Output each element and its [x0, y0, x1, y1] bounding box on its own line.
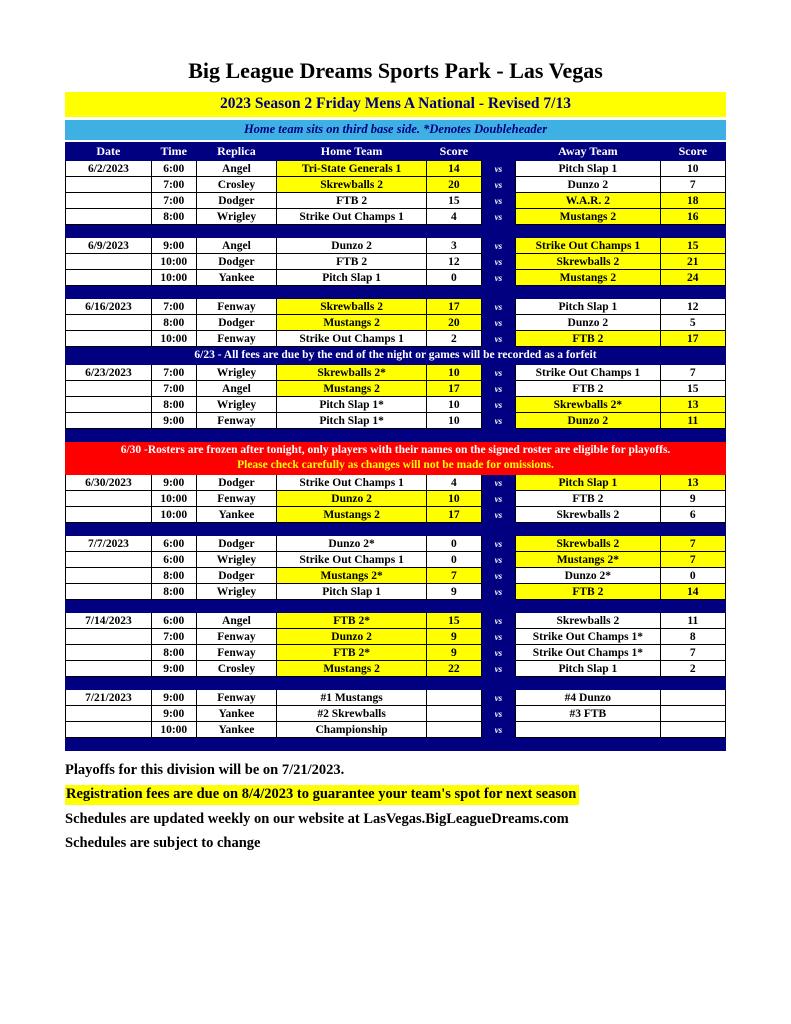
- away-team: FTB 2: [516, 491, 661, 507]
- game-date: 6/9/2023: [66, 238, 152, 254]
- separator-row: [66, 225, 726, 238]
- game-row: [66, 645, 726, 661]
- away-team: Skrewballs 2: [516, 613, 661, 629]
- game-time: 8:00: [151, 315, 196, 331]
- game-row: [66, 629, 726, 645]
- home-score: 15: [427, 613, 482, 629]
- game-date: [66, 507, 152, 523]
- game-replica: Wrigley: [196, 552, 277, 568]
- column-header: Score: [427, 143, 482, 161]
- separator-row: [66, 677, 726, 690]
- away-score: 7: [660, 552, 725, 568]
- away-score: 18: [660, 193, 725, 209]
- home-team: Mustangs 2: [277, 381, 427, 397]
- game-replica: Fenway: [196, 413, 277, 429]
- away-team: FTB 2: [516, 584, 661, 600]
- home-team: Championship: [277, 722, 427, 738]
- game-replica: Fenway: [196, 690, 277, 706]
- separator-bar: [66, 738, 726, 751]
- game-replica: Dodger: [196, 193, 277, 209]
- away-team: Pitch Slap 1: [516, 661, 661, 677]
- game-row: [66, 690, 726, 706]
- game-date: [66, 209, 152, 225]
- vs-label: vs: [481, 193, 515, 209]
- game-date: [66, 568, 152, 584]
- away-team: Skrewballs 2: [516, 507, 661, 523]
- home-team: Mustangs 2: [277, 507, 427, 523]
- game-time: 7:00: [151, 299, 196, 315]
- game-replica: Wrigley: [196, 584, 277, 600]
- home-team: Dunzo 2: [277, 491, 427, 507]
- game-date: 6/16/2023: [66, 299, 152, 315]
- separator-row: [66, 286, 726, 299]
- column-header: Away Team: [516, 143, 661, 161]
- home-team: Skrewballs 2*: [277, 365, 427, 381]
- away-score: 16: [660, 209, 725, 225]
- home-score: [427, 690, 482, 706]
- home-score: 17: [427, 507, 482, 523]
- notice-row: [66, 442, 726, 475]
- game-time: 9:00: [151, 413, 196, 429]
- separator-bar: [66, 225, 726, 238]
- game-row: [66, 584, 726, 600]
- home-team: #1 Mustangs: [277, 690, 427, 706]
- away-team: Mustangs 2*: [516, 552, 661, 568]
- vs-label: vs: [481, 413, 515, 429]
- vs-label: vs: [481, 315, 515, 331]
- game-date: [66, 552, 152, 568]
- column-header: Home Team: [277, 143, 427, 161]
- game-time: 10:00: [151, 507, 196, 523]
- home-team: Mustangs 2: [277, 315, 427, 331]
- game-row: [66, 238, 726, 254]
- game-time: 6:00: [151, 613, 196, 629]
- away-score: 24: [660, 270, 725, 286]
- game-date: [66, 413, 152, 429]
- away-team: Skrewballs 2*: [516, 397, 661, 413]
- home-score: 20: [427, 177, 482, 193]
- separator-row: [66, 738, 726, 751]
- vs-label: vs: [481, 209, 515, 225]
- game-time: 9:00: [151, 690, 196, 706]
- game-time: 8:00: [151, 568, 196, 584]
- game-date: [66, 706, 152, 722]
- vs-label: vs: [481, 568, 515, 584]
- home-score: 2: [427, 331, 482, 347]
- game-row: [66, 365, 726, 381]
- away-score: 6: [660, 507, 725, 523]
- game-replica: Angel: [196, 238, 277, 254]
- game-date: 7/21/2023: [66, 690, 152, 706]
- game-row: [66, 315, 726, 331]
- game-row: [66, 507, 726, 523]
- game-time: 6:00: [151, 552, 196, 568]
- away-score: 14: [660, 584, 725, 600]
- game-replica: Fenway: [196, 331, 277, 347]
- away-team: Mustangs 2: [516, 209, 661, 225]
- game-replica: Wrigley: [196, 397, 277, 413]
- schedule-table-body: [66, 161, 726, 751]
- away-score: 9: [660, 491, 725, 507]
- game-row: [66, 299, 726, 315]
- footer-subject-to-change-note: Schedules are subject to change: [65, 835, 261, 851]
- home-team: Mustangs 2*: [277, 568, 427, 584]
- game-row: [66, 177, 726, 193]
- away-team: Dunzo 2: [516, 177, 661, 193]
- separator-bar: [66, 429, 726, 442]
- home-team: FTB 2: [277, 193, 427, 209]
- away-team: FTB 2: [516, 331, 661, 347]
- away-score: [660, 722, 725, 738]
- game-date: [66, 331, 152, 347]
- away-team: #4 Dunzo: [516, 690, 661, 706]
- notice-line: 6/23 - All fees are due by the end of the night or games will be recorded as a forfeit: [194, 349, 597, 361]
- away-score: 5: [660, 315, 725, 331]
- game-date: [66, 491, 152, 507]
- game-time: 7:00: [151, 177, 196, 193]
- game-row: [66, 331, 726, 347]
- game-row: [66, 209, 726, 225]
- header-row: [66, 143, 726, 161]
- home-score: 15: [427, 193, 482, 209]
- vs-label: vs: [481, 475, 515, 491]
- home-team: Pitch Slap 1*: [277, 413, 427, 429]
- away-team: Skrewballs 2: [516, 536, 661, 552]
- vs-label: vs: [481, 507, 515, 523]
- vs-label: vs: [481, 365, 515, 381]
- home-score: 12: [427, 254, 482, 270]
- home-team: #2 Skrewballs: [277, 706, 427, 722]
- game-time: 8:00: [151, 397, 196, 413]
- game-date: [66, 315, 152, 331]
- game-replica: Yankee: [196, 507, 277, 523]
- home-team: FTB 2: [277, 254, 427, 270]
- notice-cell: [66, 442, 726, 475]
- away-score: 21: [660, 254, 725, 270]
- game-time: 10:00: [151, 722, 196, 738]
- vs-label: vs: [481, 177, 515, 193]
- away-score: 7: [660, 365, 725, 381]
- vs-label: vs: [481, 536, 515, 552]
- game-replica: Dodger: [196, 254, 277, 270]
- game-time: 7:00: [151, 365, 196, 381]
- game-row: [66, 661, 726, 677]
- away-team: Strike Out Champs 1*: [516, 629, 661, 645]
- home-score: 22: [427, 661, 482, 677]
- game-row: [66, 706, 726, 722]
- vs-label: vs: [481, 552, 515, 568]
- game-replica: Yankee: [196, 270, 277, 286]
- game-date: 6/2/2023: [66, 161, 152, 177]
- home-score: 9: [427, 629, 482, 645]
- vs-label: vs: [481, 331, 515, 347]
- game-time: 7:00: [151, 381, 196, 397]
- home-score: 4: [427, 475, 482, 491]
- away-score: 12: [660, 299, 725, 315]
- home-score: 10: [427, 397, 482, 413]
- away-team: Mustangs 2: [516, 270, 661, 286]
- vs-label: vs: [481, 629, 515, 645]
- home-score: 17: [427, 299, 482, 315]
- column-header: Time: [151, 143, 196, 161]
- home-team: Skrewballs 2: [277, 299, 427, 315]
- away-team: Pitch Slap 1: [516, 161, 661, 177]
- game-replica: Yankee: [196, 722, 277, 738]
- game-date: [66, 661, 152, 677]
- game-date: 6/23/2023: [66, 365, 152, 381]
- game-replica: Dodger: [196, 568, 277, 584]
- home-score: 7: [427, 568, 482, 584]
- home-score: 10: [427, 413, 482, 429]
- game-replica: Dodger: [196, 315, 277, 331]
- game-date: 7/14/2023: [66, 613, 152, 629]
- away-team: Dunzo 2*: [516, 568, 661, 584]
- away-team: Skrewballs 2: [516, 254, 661, 270]
- column-header: Date: [66, 143, 152, 161]
- vs-label: vs: [481, 238, 515, 254]
- game-date: 6/30/2023: [66, 475, 152, 491]
- home-score: 20: [427, 315, 482, 331]
- separator-bar: [66, 523, 726, 536]
- game-time: 6:00: [151, 161, 196, 177]
- away-team: Pitch Slap 1: [516, 299, 661, 315]
- vs-label: vs: [481, 645, 515, 661]
- away-score: 7: [660, 645, 725, 661]
- home-team: Strike Out Champs 1: [277, 209, 427, 225]
- home-team: FTB 2*: [277, 613, 427, 629]
- game-row: [66, 491, 726, 507]
- home-score: 0: [427, 552, 482, 568]
- footer-registration-note: Registration fees are due on 8/4/2023 to guarantee your team's spot for next season: [65, 785, 579, 805]
- game-date: [66, 722, 152, 738]
- home-team: Pitch Slap 1: [277, 270, 427, 286]
- home-team: Dunzo 2: [277, 629, 427, 645]
- game-row: [66, 270, 726, 286]
- away-score: [660, 706, 725, 722]
- home-score: 17: [427, 381, 482, 397]
- home-team: FTB 2*: [277, 645, 427, 661]
- away-team: Strike Out Champs 1*: [516, 645, 661, 661]
- game-replica: Wrigley: [196, 365, 277, 381]
- game-row: [66, 722, 726, 738]
- game-date: [66, 270, 152, 286]
- schedule-table-head: [66, 143, 726, 161]
- column-header: Score: [660, 143, 725, 161]
- separator-row: [66, 429, 726, 442]
- home-team: Dunzo 2*: [277, 536, 427, 552]
- home-team: Mustangs 2: [277, 661, 427, 677]
- game-time: 7:00: [151, 193, 196, 209]
- home-score: 3: [427, 238, 482, 254]
- home-team-note-banner: Home team sits on third base side. *Denotes Doubleheader: [65, 120, 726, 140]
- away-score: 11: [660, 413, 725, 429]
- page-title: Big League Dreams Sports Park - Las Vegas: [188, 58, 603, 83]
- game-replica: Fenway: [196, 299, 277, 315]
- game-time: 8:00: [151, 584, 196, 600]
- footer-website-note: Schedules are updated weekly on our website at LasVegas.BigLeagueDreams.com: [65, 811, 569, 827]
- vs-label: vs: [481, 613, 515, 629]
- game-replica: Dodger: [196, 536, 277, 552]
- game-time: 9:00: [151, 475, 196, 491]
- game-time: 10:00: [151, 254, 196, 270]
- game-row: [66, 568, 726, 584]
- away-score: [660, 690, 725, 706]
- home-team: Strike Out Champs 1: [277, 552, 427, 568]
- away-score: 0: [660, 568, 725, 584]
- game-time: 10:00: [151, 331, 196, 347]
- notice-cell: [66, 347, 726, 365]
- game-time: 9:00: [151, 661, 196, 677]
- game-replica: Yankee: [196, 706, 277, 722]
- away-score: 7: [660, 177, 725, 193]
- home-score: [427, 722, 482, 738]
- column-header: Replica: [196, 143, 277, 161]
- away-team: Pitch Slap 1: [516, 475, 661, 491]
- vs-label: vs: [481, 397, 515, 413]
- home-team: Skrewballs 2: [277, 177, 427, 193]
- game-date: [66, 177, 152, 193]
- game-replica: Wrigley: [196, 209, 277, 225]
- column-header: [481, 143, 515, 161]
- game-date: [66, 381, 152, 397]
- game-date: [66, 397, 152, 413]
- game-time: 6:00: [151, 536, 196, 552]
- game-row: [66, 397, 726, 413]
- home-team: Tri-State Generals 1: [277, 161, 427, 177]
- home-score: [427, 706, 482, 722]
- season-banner: 2023 Season 2 Friday Mens A National - Revised 7/13: [65, 92, 726, 117]
- away-score: 8: [660, 629, 725, 645]
- home-score: 10: [427, 365, 482, 381]
- game-replica: Crosley: [196, 177, 277, 193]
- game-time: 8:00: [151, 645, 196, 661]
- away-score: 17: [660, 331, 725, 347]
- vs-label: vs: [481, 661, 515, 677]
- home-team: Dunzo 2: [277, 238, 427, 254]
- home-score: 4: [427, 209, 482, 225]
- away-team: FTB 2: [516, 381, 661, 397]
- away-score: 11: [660, 613, 725, 629]
- footer-notes: [65, 761, 726, 853]
- home-score: 0: [427, 536, 482, 552]
- vs-label: vs: [481, 722, 515, 738]
- game-time: 8:00: [151, 209, 196, 225]
- game-date: [66, 254, 152, 270]
- game-date: [66, 193, 152, 209]
- game-date: [66, 645, 152, 661]
- notice-line: Please check carefully as changes will not be made for omissions.: [237, 459, 554, 471]
- game-row: [66, 161, 726, 177]
- home-score: 9: [427, 584, 482, 600]
- game-replica: Crosley: [196, 661, 277, 677]
- away-score: 13: [660, 475, 725, 491]
- game-row: [66, 254, 726, 270]
- game-row: [66, 193, 726, 209]
- game-row: [66, 381, 726, 397]
- game-row: [66, 536, 726, 552]
- game-row: [66, 613, 726, 629]
- separator-bar: [66, 600, 726, 613]
- vs-label: vs: [481, 299, 515, 315]
- home-score: 0: [427, 270, 482, 286]
- game-row: [66, 413, 726, 429]
- game-time: 10:00: [151, 270, 196, 286]
- away-team: Dunzo 2: [516, 413, 661, 429]
- away-score: 2: [660, 661, 725, 677]
- vs-label: vs: [481, 161, 515, 177]
- separator-bar: [66, 286, 726, 299]
- game-replica: Angel: [196, 613, 277, 629]
- vs-label: vs: [481, 381, 515, 397]
- game-date: 7/7/2023: [66, 536, 152, 552]
- away-team: W.A.R. 2: [516, 193, 661, 209]
- notice-row: [66, 347, 726, 365]
- away-score: 10: [660, 161, 725, 177]
- home-score: 14: [427, 161, 482, 177]
- home-team: Pitch Slap 1: [277, 584, 427, 600]
- schedule-table: [65, 142, 726, 751]
- away-score: 15: [660, 238, 725, 254]
- footer-playoffs-note: Playoffs for this division will be on 7/21/2023.: [65, 762, 345, 778]
- game-replica: Dodger: [196, 475, 277, 491]
- separator-row: [66, 523, 726, 536]
- game-time: 10:00: [151, 491, 196, 507]
- game-row: [66, 552, 726, 568]
- separator-bar: [66, 677, 726, 690]
- game-time: 9:00: [151, 706, 196, 722]
- away-score: 7: [660, 536, 725, 552]
- vs-label: vs: [481, 270, 515, 286]
- game-row: [66, 475, 726, 491]
- away-team: Strike Out Champs 1: [516, 238, 661, 254]
- game-date: [66, 629, 152, 645]
- separator-row: [66, 600, 726, 613]
- home-score: 9: [427, 645, 482, 661]
- vs-label: vs: [481, 491, 515, 507]
- game-replica: Angel: [196, 161, 277, 177]
- notice-line: 6/30 -Rosters are frozen after tonight, only players with their names on the signed roster are eligible for playoffs.: [120, 444, 671, 456]
- home-team: Pitch Slap 1*: [277, 397, 427, 413]
- vs-label: vs: [481, 690, 515, 706]
- away-team: Strike Out Champs 1: [516, 365, 661, 381]
- game-replica: Fenway: [196, 645, 277, 661]
- away-team: #3 FTB: [516, 706, 661, 722]
- game-date: [66, 584, 152, 600]
- vs-label: vs: [481, 584, 515, 600]
- game-replica: Angel: [196, 381, 277, 397]
- game-time: 7:00: [151, 629, 196, 645]
- game-replica: Fenway: [196, 629, 277, 645]
- game-time: 9:00: [151, 238, 196, 254]
- home-score: 10: [427, 491, 482, 507]
- home-team: Strike Out Champs 1: [277, 331, 427, 347]
- away-team: Dunzo 2: [516, 315, 661, 331]
- vs-label: vs: [481, 706, 515, 722]
- away-team: [516, 722, 661, 738]
- away-score: 15: [660, 381, 725, 397]
- vs-label: vs: [481, 254, 515, 270]
- away-score: 13: [660, 397, 725, 413]
- home-team: Strike Out Champs 1: [277, 475, 427, 491]
- game-replica: Fenway: [196, 491, 277, 507]
